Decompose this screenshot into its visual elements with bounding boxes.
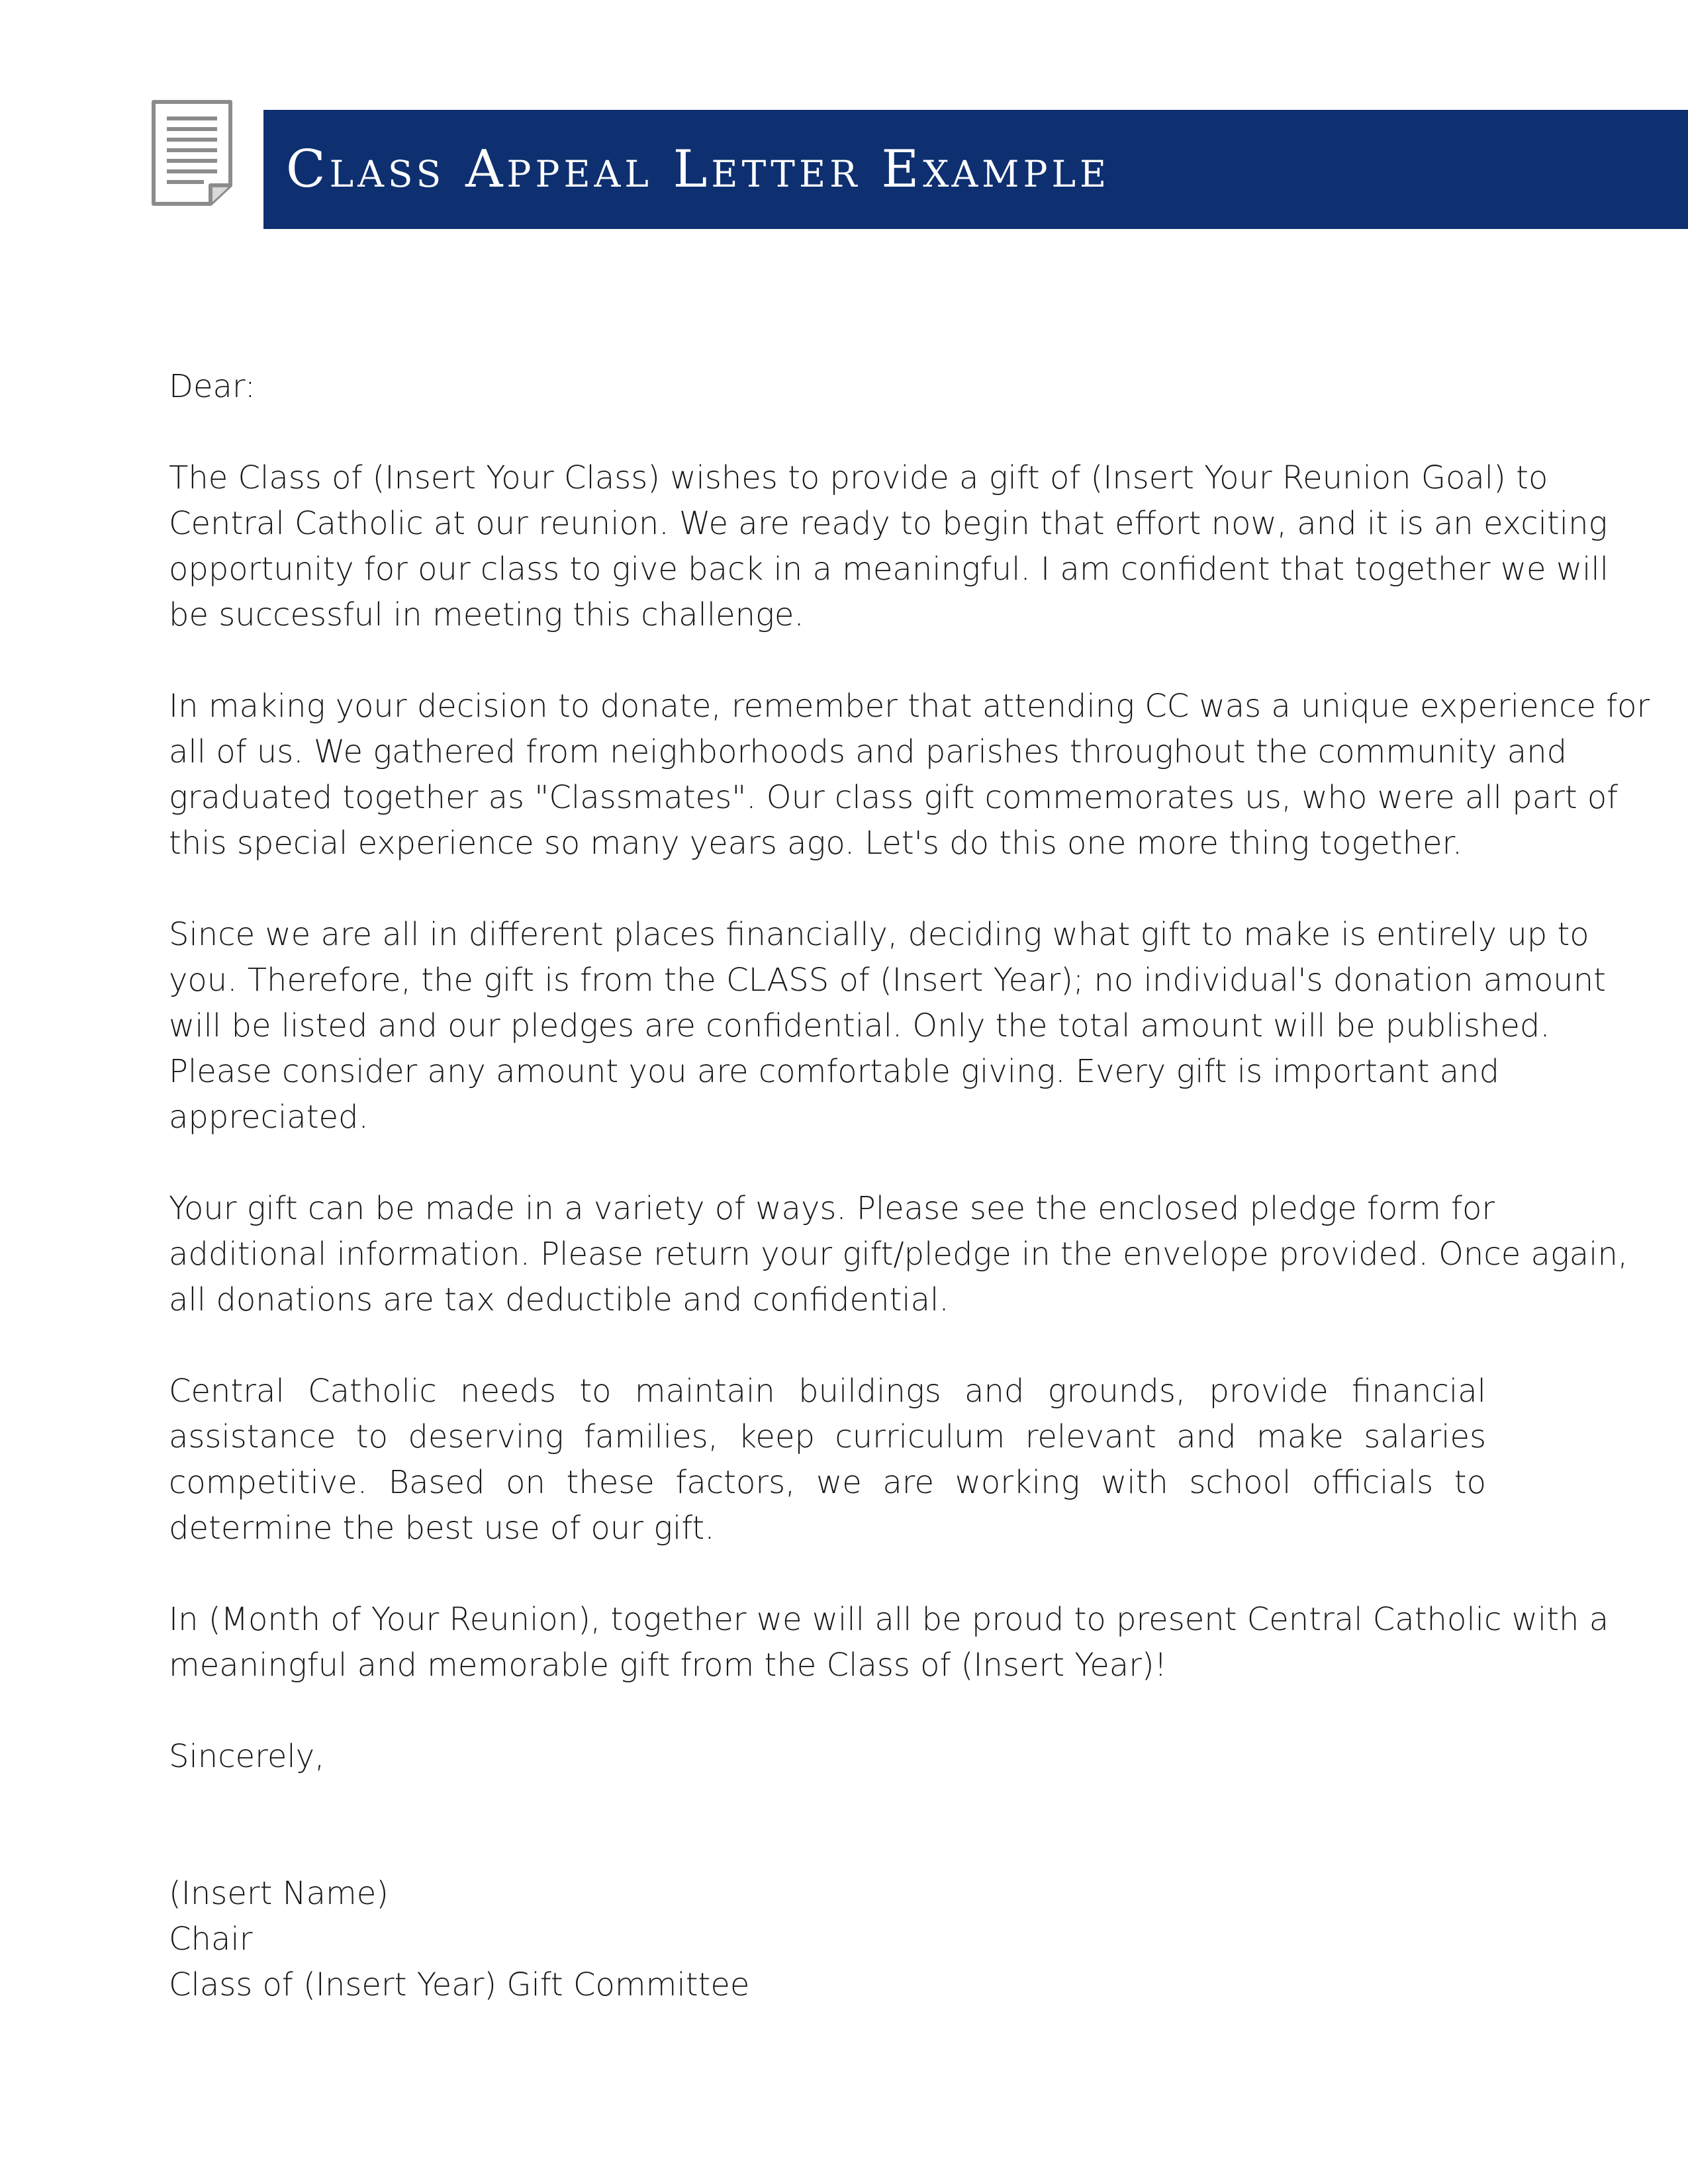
document-icon [150,98,234,208]
signature-committee: Class of (Insert Year) Gift Committee [169,1966,750,2003]
paragraph-experience: In making your decision to donate, remember that attending CC was a unique experience for all of us. We gathered from neighborhoods and parishes throughout the community and graduated together as "Classmates". Our class gift commemorates us, who were all part of this special experience so many years ago. Let's do this one more thing together. [169,688,1650,862]
salutation: Dear: [169,368,256,405]
paragraph-giving-methods: Your gift can be made in a variety of ways. Please see the enclosed pledge form for additional information. Please return your gift/pledge in the envelope provided. Once again, all donations are tax deductible and confidential. [169,1190,1628,1318]
signature-role: Chair [169,1921,253,1958]
title-banner [263,110,1688,229]
signature-name: (Insert Name) [169,1875,389,1912]
paragraph-goal: The Class of (Insert Your Class) wishes to provide a gift of (Insert Your Reunion Goal) to Central Catholic at our reunion. We are ready to begin that effort now, and it is an exciting opportunity for our class to give back in a meaningful. I am confident that together we will be successful in meeting this challenge. [169,459,1609,633]
signature-block [169,1871,1652,2008]
paragraph-confidentiality: Since we are all in different places financially, deciding what gift to make is entirely up to you. Therefore, the gift is from the CLASS of (Insert Year); no individual's donation amount will be listed and our pledges are confidential. Only the total amount will be published. Please consider any amount you are comfortable giving. Every gift is important and appreciated. [169,916,1606,1136]
paragraph-gift-use: Central Catholic needs to maintain buildings and grounds, provide financial assistance to deserving families, keep curriculum relevant and make salaries competitive. Based on these factors, we are working with school officials to determine the best use of our gift. [169,1373,1486,1547]
letter-body [169,364,1652,2008]
closing: Sincerely, [169,1738,325,1775]
paragraph-presentation: In (Month of Your Reunion), together we will all be proud to present Central Catholic with a meaningful and memorable gift from the Class of (Insert Year)! [169,1601,1609,1684]
page-title: Class Appeal Letter Example [286,140,1111,199]
